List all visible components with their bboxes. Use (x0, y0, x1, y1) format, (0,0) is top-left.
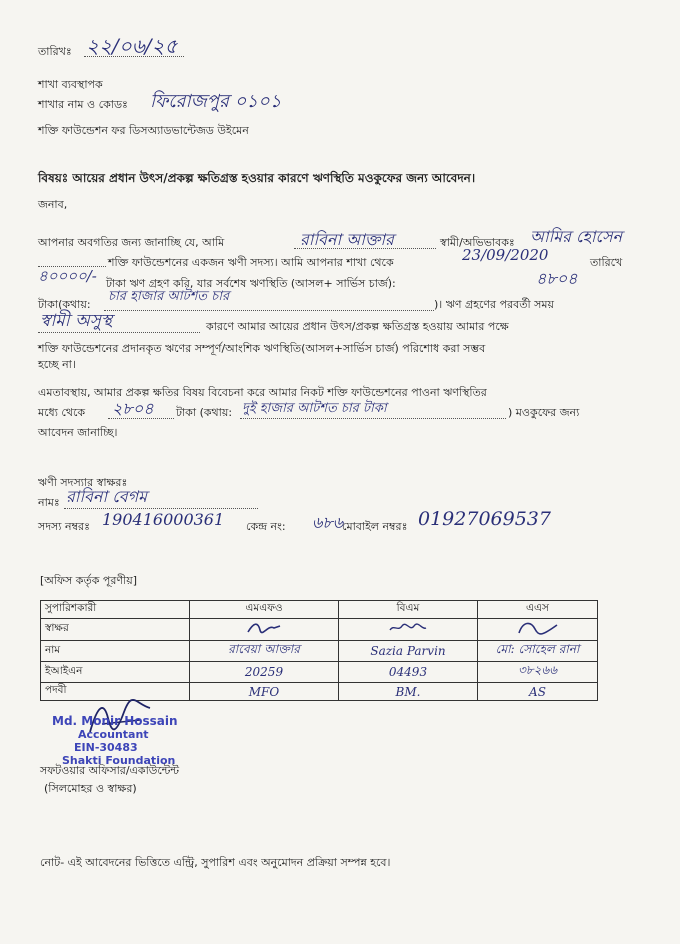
footer-note: নোট- এই আবেদনের ভিত্তিতে এন্ট্রি, সুপারিশ এবং অনুমোদন প্রক্রিয়া সম্পন্ন হবে। (40, 856, 391, 869)
signature-bm (339, 619, 478, 641)
p1-text-a: আপনার অবগতির জন্য জানাচ্ছি যে, আমি (38, 236, 225, 249)
salutation: জনাব, (38, 198, 68, 211)
dotted-line (108, 418, 174, 419)
office-heading: [অফিস কর্তৃক পূরণীয়] (40, 574, 137, 587)
p2-text-e: আবেদন জানাচ্ছি। (38, 426, 118, 439)
subject-line: বিষয়ঃ আয়ের প্রধান উৎস/প্রকল্প ক্ষতিগ্রস্ত হওয়ার কারণে ঋণস্থিতি মওকুফের জন্য আবেদন। (38, 171, 476, 185)
table-row (41, 619, 598, 641)
borrower-signature-label: ঋণী সদস্যার স্বাক্ষরঃ (38, 476, 128, 489)
name-mfo: রাবেয়া আক্তার (190, 641, 339, 662)
date-dotted-line (84, 56, 184, 57)
loan-date-handwritten: 23/09/2020 (462, 246, 549, 264)
p1-text-g: )। ঋণ গ্রহণের পরবর্তী সময় (434, 298, 554, 311)
dotted-line (240, 418, 506, 419)
p2-text-d: ) মওকুফের জন্য (508, 406, 580, 419)
ein-as: ৩৮২৬৬ (478, 662, 598, 683)
approver-title: সফটওয়ার অফিসার/একাউন্টেন্ট (40, 764, 180, 777)
table-row (41, 641, 598, 662)
reason-handwritten: স্বামী অসুস্থ (40, 311, 113, 331)
p2-text-c: টাকা (কথায়: (176, 406, 233, 419)
loan-amount-handwritten: ৪০০০০/- (38, 267, 97, 285)
designation-bm: BM. (339, 683, 478, 701)
p1-text-e: টাকা ঋণ গ্রহণ করি, যার সর্বশেষ ঋণস্থিতি (আসল+ সার্ভিস চার্জ): (106, 277, 396, 290)
designation-as: AS (478, 683, 598, 701)
ein-bm: 04493 (339, 662, 478, 683)
p2-text-a: এমতাবস্থায়, আমার প্রকল্প ক্ষতির বিষয় বিবেচনা করে আমার নিকট শক্তি ফাউন্ডেশনের পাওনা ঋণস্থিতির (38, 386, 487, 399)
table-header-cell: এএস (478, 601, 598, 619)
row-label: পদবী (41, 683, 190, 701)
name-as: মো: সোহেল রানা (478, 641, 598, 662)
branch-handwritten: ফিরোজপুর ০১০১ (150, 91, 282, 112)
balance-handwritten: ৪৮০৪ (536, 269, 578, 288)
row-label: স্বাক্ষর (41, 619, 190, 641)
dotted-line (38, 332, 200, 333)
waive-amount-handwritten: ২৮০৪ (112, 399, 154, 418)
member-number-label: সদস্য নম্বরঃ (38, 520, 90, 533)
p1-text-i: শক্তি ফাউন্ডেশনের প্রদানকৃত ঋণের সম্পূর্ণ/আংশিক ঋণস্থিতি(আসল+সার্ভিস চার্জ) পরিশোধ করা সম্ভব (38, 342, 486, 355)
stamp-line-1: Md. Monir Hossain (52, 714, 178, 728)
center-number-handwritten: ৬৮৬ (312, 513, 344, 532)
p1-text-c: শক্তি ফাউন্ডেশনের একজন ঋণী সদস্য। আমি আপনার শাখা থেকে (108, 256, 394, 269)
stamp-line-2: Accountant (78, 728, 149, 741)
signature-mfo (190, 619, 339, 641)
waive-words-handwritten: দুই হাজার আটশত চার টাকা (242, 401, 387, 416)
name-bm: Sazia Parvin (339, 641, 478, 662)
designation-mfo: MFO (190, 683, 339, 701)
table-row (41, 662, 598, 683)
mobile-number-label: মোবাইল নম্বরঃ (342, 520, 408, 533)
organization-line: শক্তি ফাউন্ডেশন ফর ডিসঅ্যাডভান্টেজড উইমেন (38, 124, 249, 137)
p1-text-d: তারিখে (590, 256, 623, 269)
office-signature-table (40, 600, 598, 701)
mobile-number-handwritten: 01927069537 (418, 508, 551, 530)
dotted-line (104, 310, 434, 311)
p2-text-b: মধ্যে থেকে (38, 406, 86, 419)
borrower-name-handwritten: রাবিনা বেগম (66, 487, 147, 506)
table-header-row (41, 601, 598, 619)
stamp-line-4: Shakti Foundation (62, 754, 176, 767)
p1-text-h: কারণে আমার আয়ের প্রধান উৎস/প্রকল্প ক্ষতিগ্রস্ত হওয়ায় আমার পক্ষে (206, 320, 509, 333)
p1-text-f: টাকা(কথায়: (38, 298, 91, 311)
table-header-cell: বিএম (339, 601, 478, 619)
p1-text-b: স্বামী/অভিভাবকঃ (440, 236, 515, 249)
borrower-name-label: নামঃ (38, 496, 60, 509)
balance-words-handwritten: চার হাজার আটশত চার (108, 289, 230, 304)
row-label: ইআইএন (41, 662, 190, 683)
date-label: তারিখঃ (38, 45, 72, 58)
branch-label: শাখার নাম ও কোডঃ (38, 98, 128, 111)
guardian-handwritten: আমির হোসেন (530, 227, 623, 246)
ein-mfo: 20259 (190, 662, 339, 683)
dotted-line (64, 508, 258, 509)
applicant-name-handwritten: রাবিনা আক্তার (300, 230, 394, 249)
table-header-cell: সুপারিশকারী (41, 601, 190, 619)
center-number-label: কেন্দ্র নং: (246, 520, 286, 533)
signature-as (478, 619, 598, 641)
stamp-line-3: EIN-30483 (74, 741, 138, 754)
p1-text-j: হচ্ছে না। (38, 358, 76, 371)
member-number-handwritten: 190416000361 (102, 510, 225, 529)
row-label: নাম (41, 641, 190, 662)
approver-seal-label: (সিলমোহর ও স্বাক্ষর) (44, 782, 137, 795)
table-header-cell: এমএফও (190, 601, 339, 619)
date-handwritten: ২২/০৬/২৫ (86, 34, 178, 58)
recipient-line: শাখা ব্যবস্থাপক (38, 78, 103, 91)
